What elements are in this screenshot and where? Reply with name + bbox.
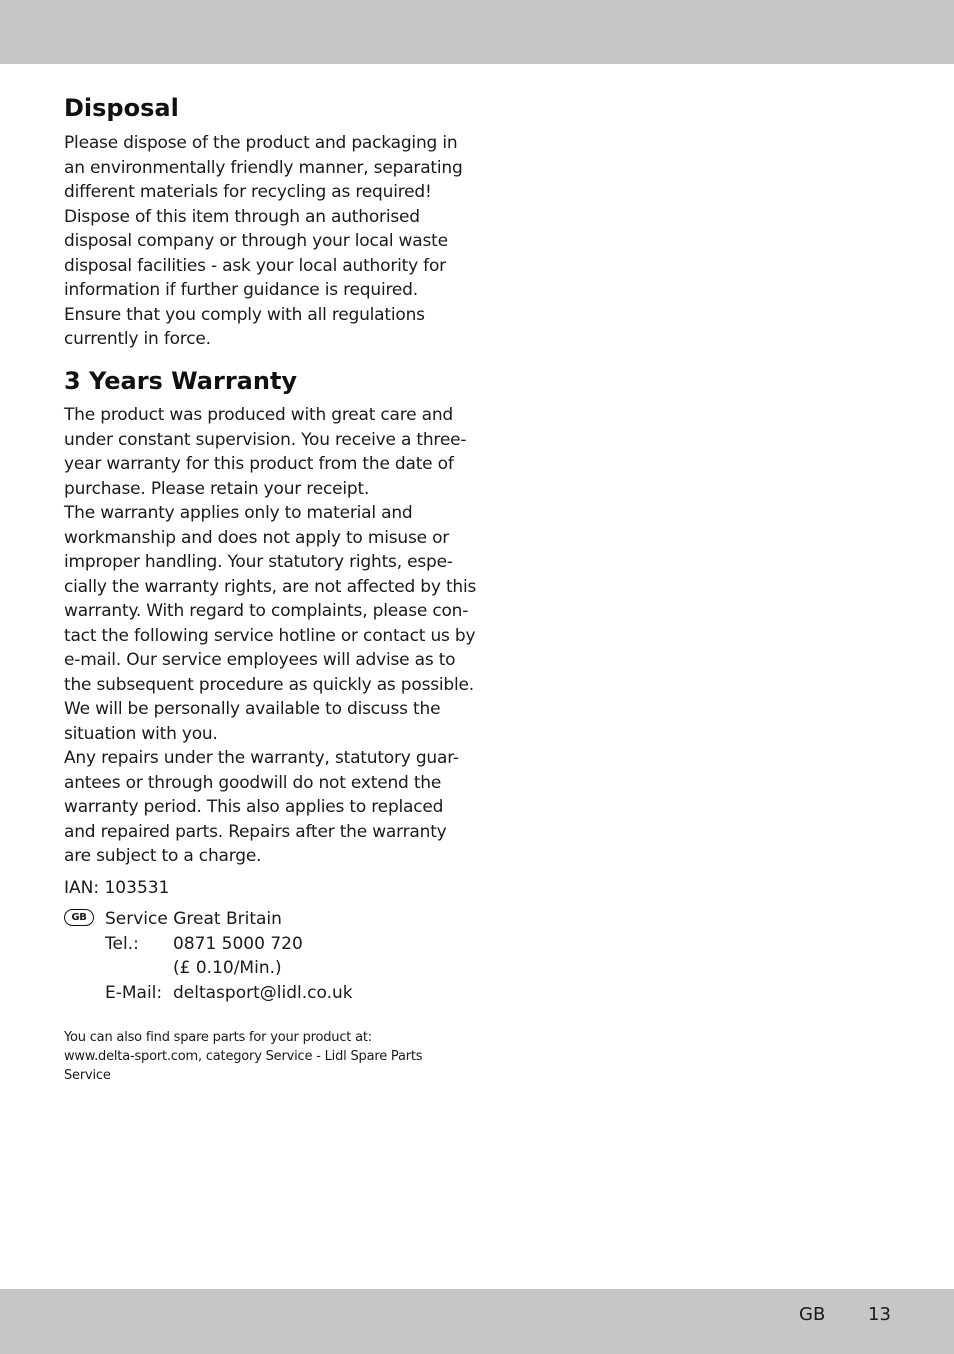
text-line: the subsequent procedure as quickly as possible. [64,674,474,695]
text-line: Please dispose of the product and packaging in [64,133,458,153]
text-line: disposal facilities - ask your local authority for [64,255,446,276]
text-line: an environmentally friendly manner, separating [64,157,463,178]
warranty-paragraph [64,403,477,869]
text-line: improper handling. Your statutory rights, espe- [64,552,453,572]
tel-label: Tel.: [105,934,139,954]
text-line: currently in force. [64,329,211,349]
page-number: 13 [868,1304,891,1325]
footer-language: GB [799,1304,826,1325]
text-line: workmanship and does not apply to misuse or [64,527,450,548]
disposal-paragraph [64,131,464,352]
text-line: year warranty for this product from the date of [64,454,454,474]
text-line: warranty period. This also applies to replaced [64,797,444,817]
text-line: e-mail. Our service employees will advise as to [64,650,456,670]
text-line: Any repairs under the warranty, statutory guar- [64,748,459,768]
text-line: under constant supervision. You receive a three- [64,429,467,450]
tel-number: 0871 5000 720 [173,934,303,954]
text-line: situation with you. [64,723,218,744]
text-line: Ensure that you comply with all regulations [64,304,425,325]
header-band [0,0,954,64]
warranty-heading: 3 Years Warranty [64,367,298,395]
text-line: and repaired parts. Repairs after the warranty [64,821,447,842]
text-line: You can also find spare parts for your product at: [64,1030,372,1045]
text-line: The product was produced with great care and [64,405,454,425]
text-line: We will be personally available to discuss the [64,699,441,719]
text-line: www.delta-sport.com, category Service - Lidl Spare Parts [64,1049,423,1064]
gb-country-badge: GB [64,909,94,926]
service-title: Service Great Britain [105,909,282,929]
text-line: Service [64,1068,111,1083]
disposal-heading: Disposal [64,94,179,122]
text-line: antees or through goodwill do not extend the [64,772,442,793]
ian-number: IAN: 103531 [64,878,170,898]
text-line: different materials for recycling as required! [64,182,432,202]
email-label: E-Mail: [105,983,163,1003]
text-line: Dispose of this item through an authorised [64,206,420,227]
text-line: The warranty applies only to material and [64,503,413,523]
text-line: tact the following service hotline or contact us by [64,625,476,646]
tel-rate: (£ 0.10/Min.) [173,958,282,978]
email-address: deltasport@lidl.co.uk [173,983,353,1003]
text-line: cially the warranty rights, are not affected by this [64,576,477,597]
text-line: warranty. With regard to complaints, please con- [64,601,469,621]
spare-parts-note [64,1028,464,1085]
text-line: disposal company or through your local waste [64,231,448,251]
text-line: purchase. Please retain your receipt. [64,478,370,499]
text-line: information if further guidance is required. [64,280,418,300]
text-line: are subject to a charge. [64,846,262,866]
